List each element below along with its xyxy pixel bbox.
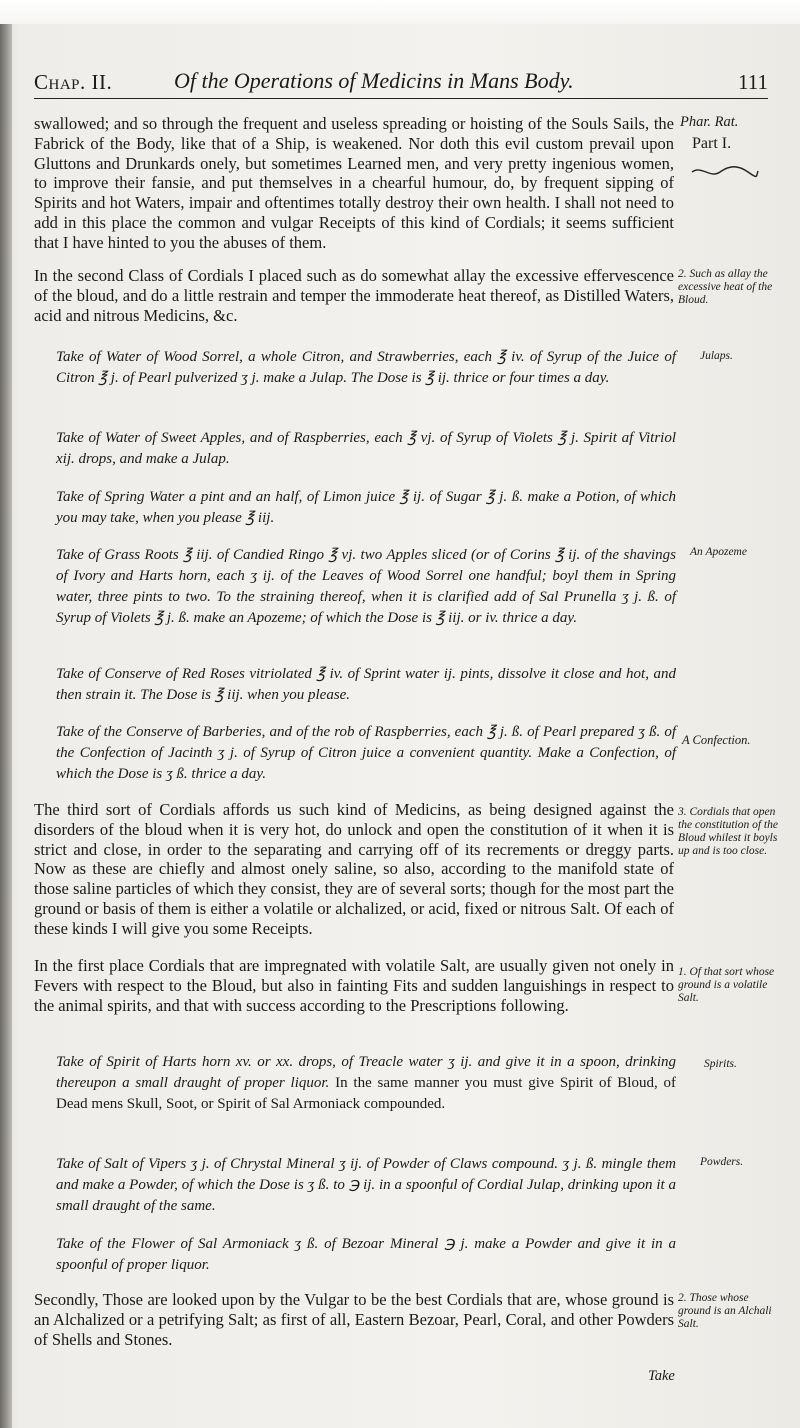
paragraph-volatile-salt: In the first place Cordials that are impregnated with volatile Salt, are usually given not onely in Fevers with respect to the Bloud, but also in fainting Fits and sudden languishings in respect to the animal spirits, and that with success according to the Prescriptions following. — [34, 956, 674, 1015]
recipe-potion-limon: Take of Spring Water a pint and an half, of Limon juice ℥ ij. of Sugar ℥ j. ß. make a Potion, of which you may take, when you please ℥ iij. — [56, 489, 676, 526]
margin-running-head — [680, 114, 780, 130]
margin-julaps: Julaps. — [700, 350, 733, 362]
recipe-julap-wood-sorrel: Take of Water of Wood Sorrel, a whole Citron, and Strawberries, each ℥ iv. of Syrup of the Juice of Citron ℥ j. of Pearl pulverized ʒ j. make a Julap. The Dose is ℥ ij. thrice or four times a day. — [56, 349, 676, 386]
margin-note-second-class: 2. Such as allay the excessive heat of the Bloud. — [678, 268, 773, 306]
recipe-conserve-roses: Take of Conserve of Red Roses vitriolated ℥ iv. of Sprint water ij. pints, dissolve it close and hot, and then strain it. The Dose is ℥ iij. when you please. — [56, 666, 676, 703]
recipe-spirit-harts-horn — [56, 1052, 676, 1115]
margin-note-volatile: 1. Of that sort whose ground is a volatile Salt. — [678, 966, 775, 1004]
recipe-confection: Take of the Conserve of Barberies, and of the rob of Raspberries, each ℥ j. ß. of Pearl prepared ʒ ß. of the Confection of Jacinth ʒ j. of Syrup of Citron juice a convenient quantity. Make a Confection, of which the Dose is ʒ ß. thrice a day. — [56, 724, 676, 782]
chapter-label: Chap. II. — [34, 70, 113, 94]
recipe-spirit-harts-horn-note: In the same manner you must give Spirit of Bloud, of Dead mens Skull, Soot, or Spirit of Sal Armoniack compounded. — [56, 1075, 676, 1112]
recipe-julap-sweet-apples: Take of Water of Sweet Apples, and of Raspberries, each ℥ vj. of Syrup of Violets ℥ j. Spirit af Vitriol xij. drops, and make a Julap. — [56, 430, 676, 467]
recipe-apozeme: Take of Grass Roots ℥ iij. of Candied Ringo ℥ vj. two Apples sliced (or of Corins ℥ ij. of the shavings of Ivory and Harts horn, each ʒ ij. of the Leaves of Wood Sorrel one handful; boyl them in Spring water, three pints to two. To the straining thereof, when it is clarified add of Sal Prunella ʒ j. ß. of Syrup of Violets ℥ j. ß. make an Apozeme; of which the Dose is ℥ iij. or iv. thrice a day. — [56, 547, 676, 626]
ornament-swash-icon — [690, 165, 760, 179]
recipe-salt-of-vipers: Take of Salt of Vipers ʒ j. of Chrystal Mineral ʒ ij. of Powder of Claws compound. ʒ j. ß. mingle them and make a Powder, of which the Dose is ʒ ß. to ℈ ij. in a spoonful of Cordial Julap, drinking upon it a small draught of the same. — [56, 1156, 676, 1214]
margin-powders: Powders. — [700, 1156, 744, 1168]
paragraph-third-sort: The third sort of Cordials affords us such kind of Medicins, as being designed against the disorders of the bloud when it is very hot, do unlock and open the constitution of it when it is strict and close, in order to the separating and carrying off of its recrements or dreggy parts. Now as these are chiefly and almost onely saline, so also, according to the manifold state of those saline particles of which they consist, they are of several sorts; though for the most part the ground or basis of them is either a volatile or alchalized, or acid, fixed or nitrous Salt. Of each of these kinds I will give you some Receipts. — [34, 800, 674, 938]
catchword: Take — [648, 1368, 675, 1384]
recipe-sal-armoniack: Take of the Flower of Sal Armoniack ʒ ß. of Bezoar Mineral ℈ j. make a Powder and give it in a spoonful of proper liquor. — [56, 1236, 676, 1273]
margin-part-label: Part I. — [692, 135, 732, 152]
paragraph-alchalized-salt: Secondly, Those are looked upon by the Vulgar to be the best Cordials that are, whose ground is an Alchalized or a petrifying Salt; as first of all, Eastern Bezoar, Pearl, Coral, and other Powders of Shells and Stones. — [34, 1290, 674, 1349]
paragraph-abuse-of-cordials: swallowed; and so through the frequent and useless spreading or hoisting of the Souls Sails, the Fabrick of the Body, like that of a Ship, is weakened. Nor doth this evil custom prevail upon Gluttons and Drunkards onely, but sometimes Learned men, and very pretty ingenious women, to improve their fansie, and put themselves in a chearful humour, do, by frequent sipping of Spirits and hot Waters, impair and oftentimes totally destroy their own health. I shall not need to add in this place the common and vulgar Receipts of this kind of Cordials; it seems sufficient that I have hinted to you the abuses of them. — [34, 114, 674, 252]
page-number: 111 — [738, 70, 768, 94]
margin-note-alchali: 2. Those whose ground is an Alchali Salt. — [678, 1292, 772, 1330]
recipe-spirit-harts-horn-text: Take of Spirit of Harts horn xv. or xx. drops, of Treacle water ʒ ij. and give it in a spoon, drinking thereupon a small draught of proper liquor. — [56, 1054, 676, 1091]
margin-apozeme: An Apozeme — [690, 546, 747, 558]
margin-spirits: Spirits. — [704, 1058, 737, 1070]
page-top-margin — [0, 0, 800, 24]
running-title: Of the Operations of Medicins in Mans Body. — [174, 68, 574, 93]
paragraph-second-class: In the second Class of Cordials I placed such as do somewhat allay the excessive effervescence of the bloud, and do a little restrain and temper the immoderate heat thereof, as Distilled Waters, acid and nitrous Medicins, &c. — [34, 266, 674, 325]
page-binding-shadow — [0, 0, 12, 1428]
margin-note-third-sort: 3. Cordials that open the constitution of the Bloud whilest it boyls up and is too close. — [678, 806, 778, 857]
margin-confection: A Confection. — [682, 733, 751, 747]
running-header — [34, 64, 768, 99]
margin-phar-rat: Phar. Rat. — [680, 114, 739, 130]
